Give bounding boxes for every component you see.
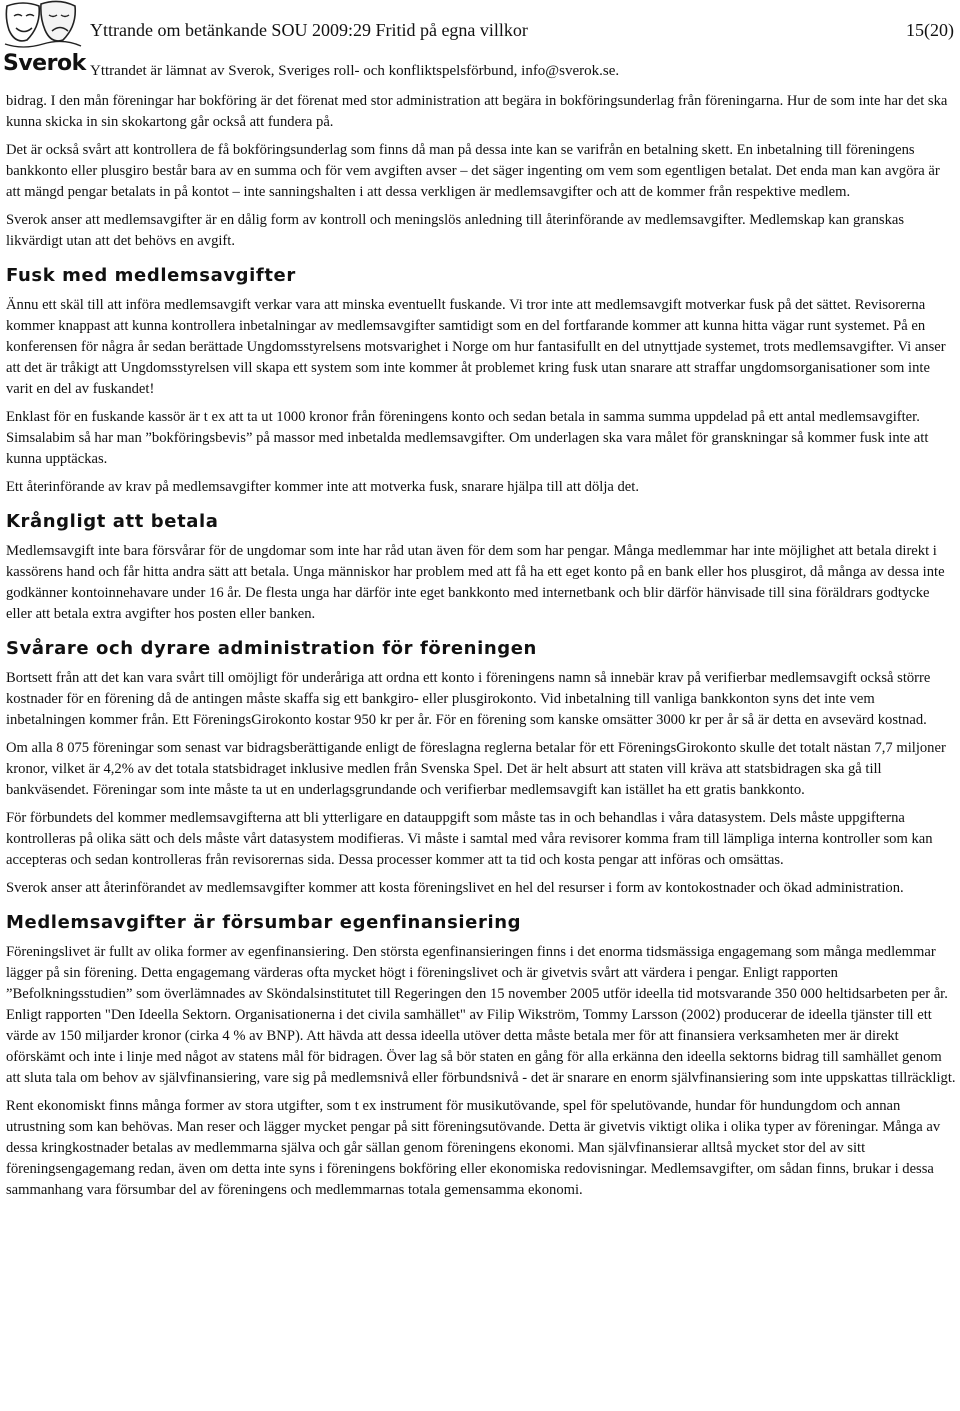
page-number: 15(20) xyxy=(906,20,954,40)
paragraph: bidrag. I den mån föreningar har bokföring är det förenat med stor administration att begära in bokföringsunderlag från föreningarna. Hur de som inte har det ska kunna skicka in sin skokartong går också att fundera på. xyxy=(6,93,948,130)
document-title: Yttrande om betänkande SOU 2009:29 Fritid på egna villkor xyxy=(90,20,528,40)
paragraph: Enklast för en fuskande kassör är t ex att ta ut 1000 kronor från föreningens konto och sedan betala in samma summa uppdelad på ett antal medlemsavgifter. Simsalabim så har man ”bokföringsbevis” på massor med inbetalda medlemsavgifter. Om underlagen ska vara målet för granskningar så kommer fusk inte att kunna upptäckas. xyxy=(6,409,929,467)
paragraph: Det är också svårt att kontrollera de få bokföringsunderlag som finns då man på dessa inte kan se varifrån en betalning skett. En inbetalning till föreningens bankkonto eller plusgiro består bara av en summa och för vem avgiften avser – det säger ingenting om vem som egentligen betalat. Det enda man kan avgöra är att mängd pengar betalats in på kontot – inte sanningshalten i att dessa verkligen är medlemsavgifter och att de kommer från respektive medlem. xyxy=(6,142,940,200)
document-body xyxy=(6,91,956,1208)
section-heading: Krångligt att betala xyxy=(6,511,219,532)
paragraph: Bortsett från att det kan vara svårt till omöjligt för underåriga att ordna ett konto i föreningens namn så innebär krav på verifierbar medlemsavgift också större kostnader för en förening då de antingen måste skaffa sig ett bankgiro- eller plusgirokonto. Vid inbetalning till vanliga bankkonton syns det inte vem inbetalningen kommer från. Ett FöreningsGirokonto kostar 950 kr per år. För en förening som kanske omsätter 3000 kr per år så är detta en avsevärd kostnad. xyxy=(6,670,931,728)
page-header xyxy=(0,0,960,84)
section-heading: Medlemsavgifter är försumbar egenfinansiering xyxy=(6,912,522,933)
section-heading: Fusk med medlemsavgifter xyxy=(6,265,296,286)
logo-wordmark: Sverok xyxy=(3,51,86,76)
paragraph: Om alla 8 075 föreningar som senast var bidragsberättigande enligt de föreslagna reglerna betalar för ett FöreningsGirokonto skulle det totalt nästan 7,7 miljoner kronor, vilket är 4,2% av det totala statsbidraget inklusive medlen från Svenska Spel. Det är helt absurt att staten vill kräva att statsbidragen ska gå till bankväsendet. Föreningar som inte måste ta ut en underlagsgrundande och verifierbar medlemsavgift kan istället ha ett gratis bankkonto. xyxy=(6,740,946,798)
paragraph: Ännu ett skäl till att införa medlemsavgift verkar vara att minska eventuellt fuskande. Vi tror inte att medlemsavgift motverkar fusk på det sättet. Revisorerna kommer knappast att kunna kontrollera inbetalningar av medlemsavgifter samtidigt som en del fortfarande kommer att kunna hitta vägar runt systemet. På en konferensen för några år sedan berättade Ungdomsstyrelsens motsvarighet i Norge om hur fantasifullt en del utnyttjade systemet, trots medlemsavgifter. Vi anser att det är tråkigt att Ungdomsstyrelsen vill skapa ett system som inte kommer åt problemet kring fusk utan snarare att straffar ungdomsorganisationer som inte varit en del av fuskandet! xyxy=(6,297,946,397)
paragraph: Sverok anser att återinförandet av medlemsavgifter kommer att kosta föreningslivet en hel del resurser i form av kontokostnader och ökad administration. xyxy=(6,880,904,896)
sverok-logo xyxy=(3,0,86,80)
paragraph: Sverok anser att medlemsavgifter är en dålig form av kontroll och meningslös anledning till återinförande av medlemsavgifter. Medlemskap kan granskas likvärdigt utan att det behövs en avgift. xyxy=(6,212,905,249)
paragraph: Rent ekonomiskt finns många former av stora utgifter, som t ex instrument för musikutövande, spel för spelutövande, hundar för hundungdom och annan utrustning som kan behövas. Man reser och lägger mycket pengar på sitt föreningsutövande. Detta är givetvis viktigt olika i olika typer av föreningar. Många av dessa kringkostnader betalas av medlemmarna själva och går sällan genom föreningens ekonomi. Man självfinansierar alltså mycket stor del av sitt föreningsengagemang redan, även om detta inte syns i föreningens bokföring eller ekonomiska redovisningar. Medlemsavgifter, om sådan finns, brukar i dessa sammanhang vara försumbar del av föreningens och medlemmarnas totala gemensamma ekonomi. xyxy=(6,1098,941,1198)
theatre-masks-icon xyxy=(3,0,83,56)
section-heading: Svårare och dyrare administration för föreningen xyxy=(6,638,537,659)
paragraph: För förbundets del kommer medlemsavgifterna att bli ytterligare en datauppgift som måste tas in och behandlas i våra datasystem. Dels måste uppgifterna kontrolleras på olika sätt och dels måste vårt datasystem modifieras. Vi måste i samtal med våra revisorer komma fram till lämpliga interna kontroller som kan accepteras och sedan kontrolleras från revisorernas sida. Dessa processer kommer att ta tid och kosta pengar att införas och omsättas. xyxy=(6,810,933,868)
document-subtitle: Yttrandet är lämnat av Sverok, Sveriges roll- och konfliktspelsförbund, info@sverok.se. xyxy=(90,63,620,79)
paragraph: Medlemsavgift inte bara försvårar för de ungdomar som inte har råd utan även för dem som har pengar. Många medlemmar har inte möjlighet att betala direkt i kassörens hand och får hitta andra sätt att betala. Unga människor har problem med att få ha ett eget konto på en bank eller hos plusgirot, då många av dessa inte godkänner kontoinnehavare under 16 år. De flesta unga har därför inte eget bankkonto med internetbank och blir därför hänvisade till sina föräldrars godtycke eller att betala extra avgifter hos posten eller banken. xyxy=(6,543,945,622)
paragraph: Föreningslivet är fullt av olika former av egenfinansiering. Den största egenfinansieringen finns i det enorma tidsmässiga engagemang som många medlemmar lägger på sin förening. Detta engagemang värderas ofta mycket högt i föreningslivet och är givetvis svårt att värdera i pengar. Enligt rapporten ”Befolkningsstudien” som överlämnades av Sköndalsinstitutet till Regeringen den 15 november 2005 utför ideella tid motsvarande 350 000 heltidsarbeten per år. Enligt rapporten "Den Ideella Sektorn. Organisationerna i det civila samhället" av Filip Wikström, Tommy Larsson (2002) producerar de ideella tjänster till ett värde av 150 miljarder kronor (cirka 4 % av BNP). Att hävda att dessa ideella utöver detta måste betala mer för att finansiera verksamheten mer är direkt oförskämt och inte i linje med något av statens mål för bidragen. Över lag så bör staten en gång för alla erkänna den ideella sektorns bidrag till samhället genom att sluta tala om behov av självfinansiering, vare sig på medlemsnivå eller förbundsnivå - det är snarare en enorm självfinansiering som inte uppskattas tillräckligt. xyxy=(6,944,956,1086)
paragraph: Ett återinförande av krav på medlemsavgifter kommer inte att motverka fusk, snarare hjälpa till att dölja det. xyxy=(6,479,639,495)
